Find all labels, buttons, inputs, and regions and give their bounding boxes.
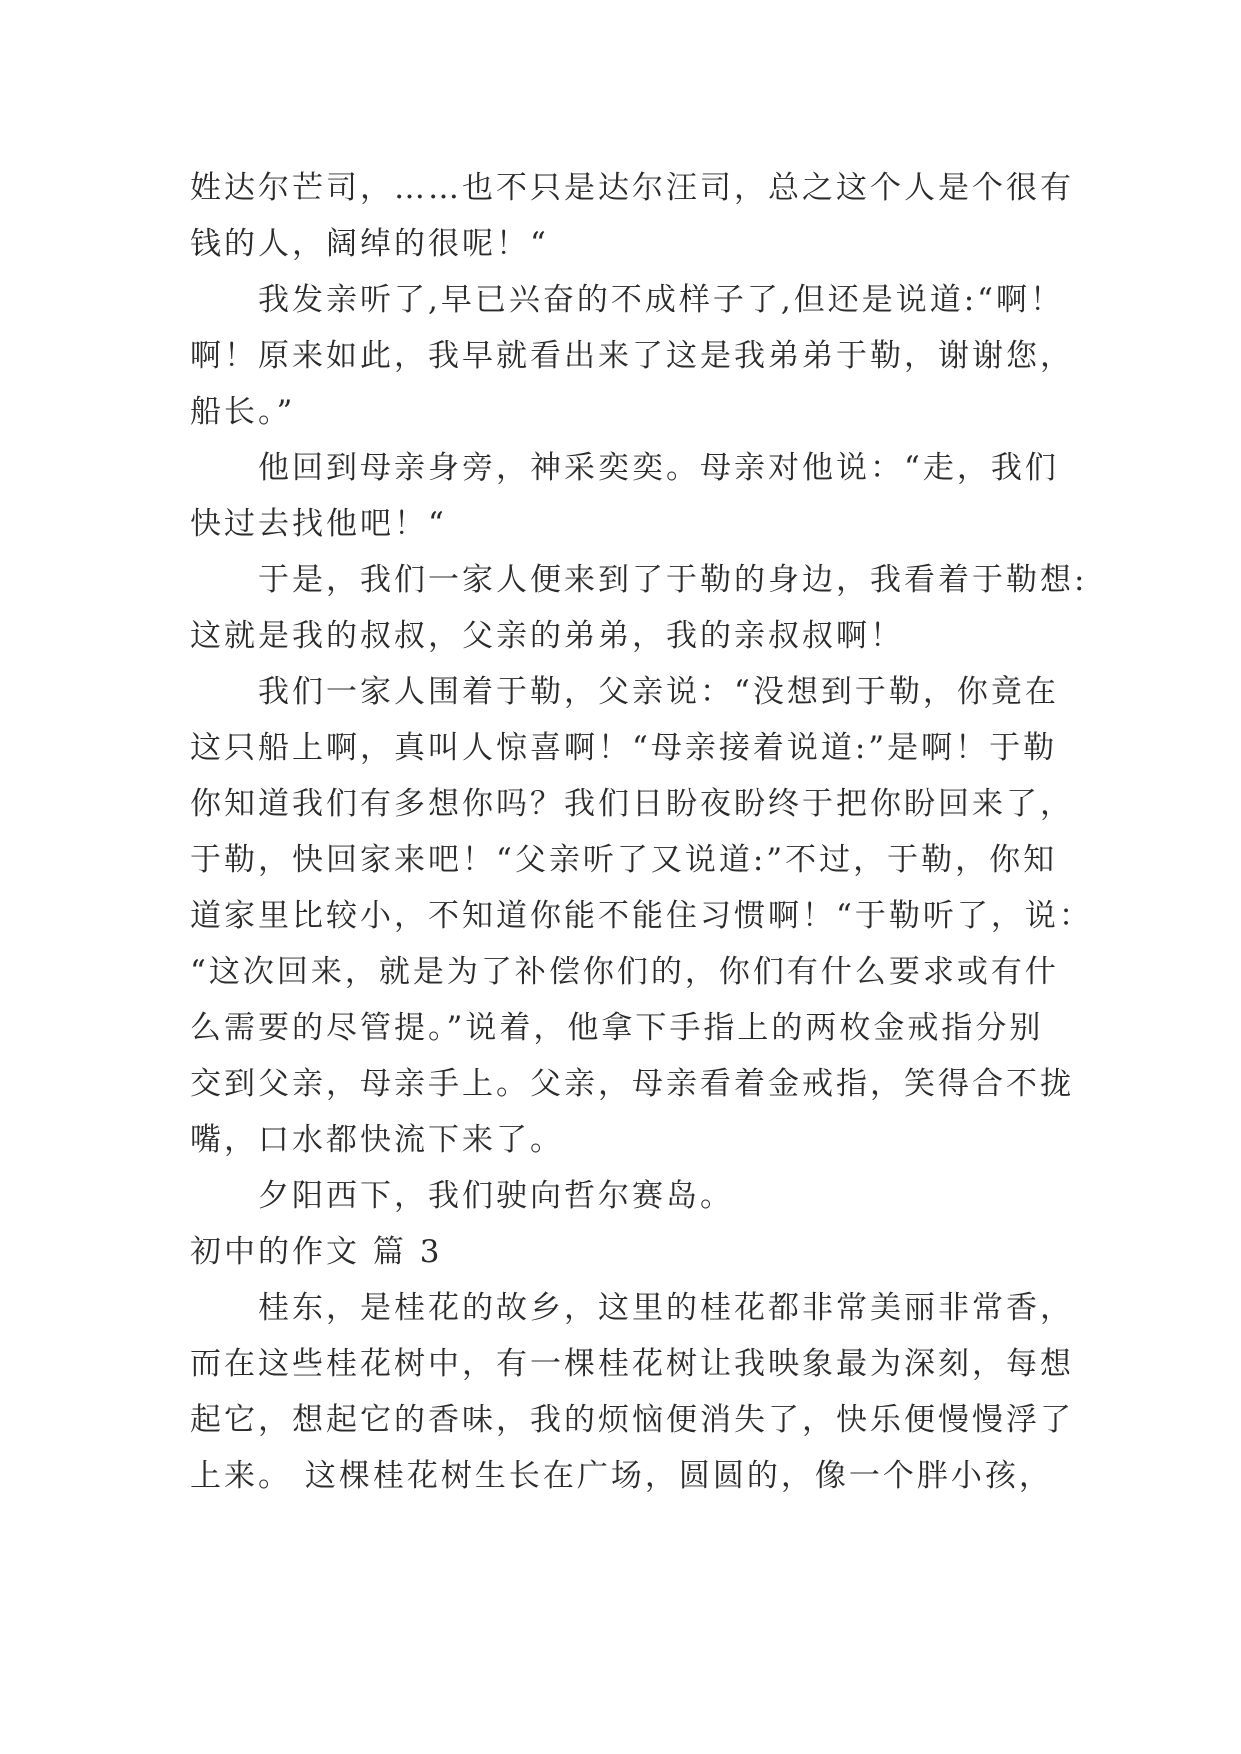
text-line: 这就是我的叔叔，父亲的弟弟，我的亲叔叔啊！ (190, 618, 904, 654)
text-line: 钱的人，阔绰的很呢！“ (190, 226, 549, 262)
text-line: 嘴，口水都快流下来了。 (190, 1122, 564, 1158)
text-line: 夕阳西下，我们驶向哲尔赛岛。 (258, 1178, 734, 1214)
text-line: 我们一家人围着于勒，父亲说：“没想到于勒，你竟在 (258, 674, 1059, 710)
text-line: 船长。” (190, 394, 296, 430)
text-line: 快过去找他吧！“ (190, 506, 447, 542)
text-line: 而在这些桂花树中，有一棵桂花树让我映象最为深刻，每想 (190, 1346, 1074, 1382)
text-line: 么需要的尽管提。”说着，他拿下手指上的两枚金戒指分别 (190, 1010, 1044, 1046)
section-heading: 初中的作文 篇 3 (190, 1234, 443, 1270)
text-line: 我发亲听了,早已兴奋的不成样子了,但还是说道:“啊！ (258, 282, 1064, 318)
text-line: 交到父亲，母亲手上。父亲，母亲看着金戒指，笑得合不拢 (190, 1066, 1074, 1102)
document-text-body (190, 160, 1093, 1504)
text-line: 道家里比较小，不知道你能不能住习惯啊！“于勒听了，说： (190, 898, 1093, 934)
text-line: 啊！原来如此，我早就看出来了这是我弟弟于勒，谢谢您， (190, 338, 1074, 374)
text-line: 于勒，快回家来吧！“父亲听了又说道:”不过，于勒，你知 (190, 842, 1058, 878)
text-line: 姓达尔芒司，……也不只是达尔汪司，总之这个人是个很有 (190, 170, 1074, 206)
text-line: 桂东，是桂花的故乡，这里的桂花都非常美丽非常香， (258, 1290, 1074, 1326)
text-line: 上来。 这棵桂花树生长在广场，圆圆的，像一个胖小孩， (190, 1458, 1053, 1494)
text-line: “这次回来，就是为了补偿你们的，你们有什么要求或有什 (190, 954, 1059, 990)
text-line: 于是，我们一家人便来到了于勒的身边，我看着于勒想: (258, 562, 1088, 598)
text-line: 你知道我们有多想你吗？我们日盼夜盼终于把你盼回来了， (190, 786, 1074, 822)
text-line: 他回到母亲身旁，神采奕奕。母亲对他说：“走，我们 (258, 450, 1059, 486)
text-line: 这只船上啊，真叫人惊喜啊！“母亲接着说道:”是啊！于勒 (190, 730, 1058, 766)
text-line: 起它，想起它的香味，我的烦恼便消失了，快乐便慢慢浮了 (190, 1402, 1074, 1438)
